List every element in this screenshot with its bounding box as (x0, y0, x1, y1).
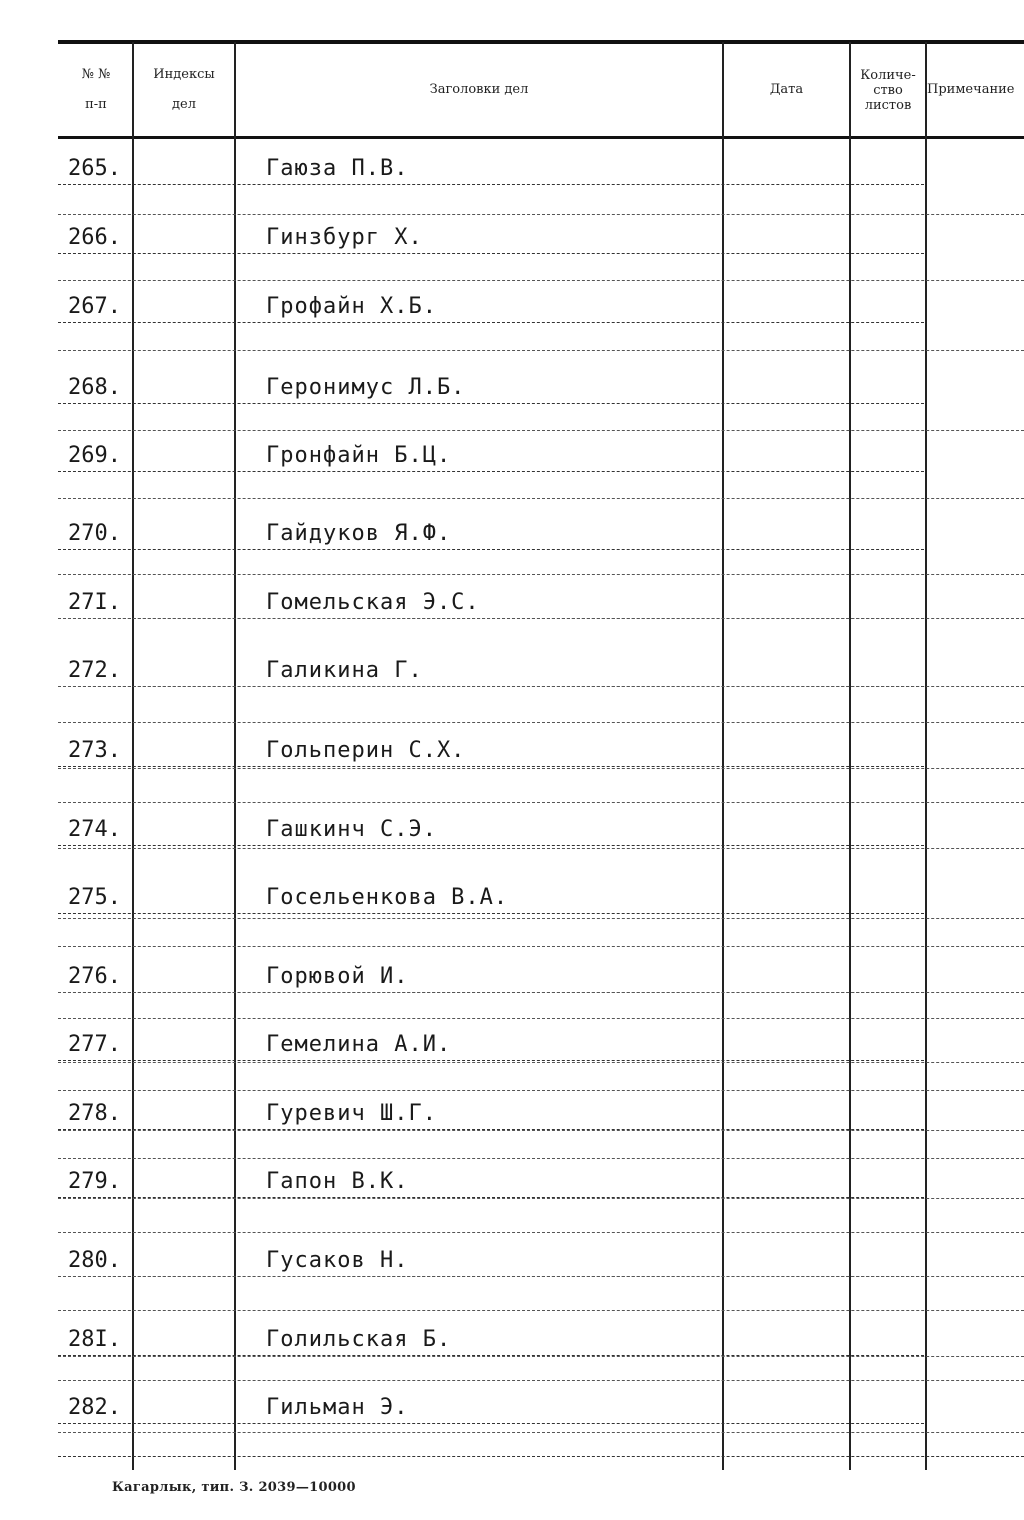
row-rule (58, 253, 924, 255)
row-title: Гемелина А.И. (266, 1032, 452, 1057)
header-sheets-line1: Количе- (860, 67, 916, 83)
row-rule (58, 1423, 924, 1425)
ruled-line (58, 1090, 1024, 1091)
row-title: Голильская Б. (266, 1327, 452, 1352)
table-row (0, 511, 1024, 551)
ruled-line (58, 722, 1024, 723)
row-number: 274. (68, 817, 121, 842)
row-title: Госельенкова В.А. (266, 885, 509, 910)
ruled-line (58, 1310, 1024, 1311)
row-title: Гильман Э. (266, 1395, 409, 1420)
ruled-line (58, 848, 1024, 849)
header-rule (58, 136, 1024, 139)
row-rule (58, 322, 924, 324)
ruled-line (58, 1380, 1024, 1381)
header-number-line1: № № (81, 67, 111, 82)
row-number: 276. (68, 964, 121, 989)
header-index-line2: дел (172, 97, 196, 112)
ruled-line (58, 768, 1024, 769)
header-title (236, 46, 722, 134)
table-row (0, 146, 1024, 186)
row-title: Галикина Г. (266, 658, 423, 683)
header-sheets-line3: листов (864, 97, 912, 113)
row-title: Гаюза П.В. (266, 156, 409, 181)
row-title: Гомельская Э.С. (266, 590, 480, 615)
table-row (0, 580, 1024, 620)
table-row (0, 215, 1024, 255)
row-number: 282. (68, 1395, 121, 1420)
row-title: Грофайн Х.Б. (266, 294, 437, 319)
table-row (0, 648, 1024, 688)
ruled-line (58, 1018, 1024, 1019)
row-number: 270. (68, 521, 121, 546)
ruled-line (58, 350, 1024, 351)
row-title: Гашкинч С.Э. (266, 817, 437, 842)
row-number: 278. (68, 1101, 121, 1126)
row-title: Гинзбург Х. (266, 225, 423, 250)
row-number: 268. (68, 375, 121, 400)
ruled-line (58, 1198, 1024, 1199)
row-rule (58, 184, 924, 186)
header-number (60, 46, 132, 134)
row-number: 279. (68, 1169, 121, 1194)
ruled-line (58, 1130, 1024, 1131)
row-title: Гронфайн Б.Ц. (266, 443, 452, 468)
ruled-line (58, 574, 1024, 575)
bottom-rule (58, 1456, 1024, 1457)
ruled-line (58, 918, 1024, 919)
ruled-line (58, 686, 1024, 687)
table-row (0, 807, 1024, 847)
row-rule (58, 845, 924, 847)
ruled-line (58, 430, 1024, 431)
table-row (0, 433, 1024, 473)
table-row (0, 1022, 1024, 1062)
header-notes (927, 46, 1024, 134)
row-number: 272. (68, 658, 121, 683)
ruled-line (58, 1062, 1024, 1063)
ruled-line (58, 214, 1024, 215)
row-number: 277. (68, 1032, 121, 1057)
table-row (0, 1159, 1024, 1199)
top-rule (58, 40, 1024, 44)
row-rule (58, 471, 924, 473)
header-sheets (851, 46, 925, 134)
row-number: 27I. (68, 590, 121, 615)
row-title: Горювой И. (266, 964, 409, 989)
ruled-line (58, 1432, 1024, 1433)
ruled-line (58, 1158, 1024, 1159)
header-title-label: Заголовки дел (429, 82, 529, 97)
row-title: Геронимус Л.Б. (266, 375, 466, 400)
row-number: 266. (68, 225, 121, 250)
header-notes-label: Примечание (927, 82, 1015, 97)
table-row (0, 1091, 1024, 1131)
header-index (134, 46, 234, 134)
header-number-line2: п-п (85, 97, 107, 112)
row-number: 267. (68, 294, 121, 319)
table-row (0, 954, 1024, 994)
ruled-line (58, 498, 1024, 499)
row-number: 28I. (68, 1327, 121, 1352)
header-sheets-line2: ство (873, 82, 903, 98)
row-number: 280. (68, 1248, 121, 1273)
header-index-line1: Индексы (153, 67, 215, 82)
row-number: 273. (68, 738, 121, 763)
header-date (724, 46, 849, 134)
table-row (0, 1317, 1024, 1357)
row-rule (58, 403, 924, 405)
ruled-line (58, 1232, 1024, 1233)
row-number: 269. (68, 443, 121, 468)
printer-imprint: Кагарлык, тип. З. 2039—10000 (112, 1480, 356, 1495)
ruled-line (58, 946, 1024, 947)
table-row (0, 1238, 1024, 1278)
ruled-line (58, 280, 1024, 281)
row-number: 265. (68, 156, 121, 181)
table-row (0, 365, 1024, 405)
table-row (0, 728, 1024, 768)
table-row (0, 284, 1024, 324)
row-title: Гайдуков Я.Ф. (266, 521, 452, 546)
ruled-line (58, 1276, 1024, 1277)
row-number: 275. (68, 885, 121, 910)
row-title: Гольперин С.Х. (266, 738, 466, 763)
row-rule (58, 913, 924, 915)
row-title: Гуревич Ш.Г. (266, 1101, 437, 1126)
table-row (0, 875, 1024, 915)
ruled-line (58, 802, 1024, 803)
header-date-label: Дата (769, 82, 804, 97)
ruled-line (58, 618, 1024, 619)
row-title: Гапон В.К. (266, 1169, 409, 1194)
table-row (0, 1385, 1024, 1425)
row-title: Гусаков Н. (266, 1248, 409, 1273)
row-rule (58, 549, 924, 551)
ruled-line (58, 1356, 1024, 1357)
ruled-line (58, 992, 1024, 993)
